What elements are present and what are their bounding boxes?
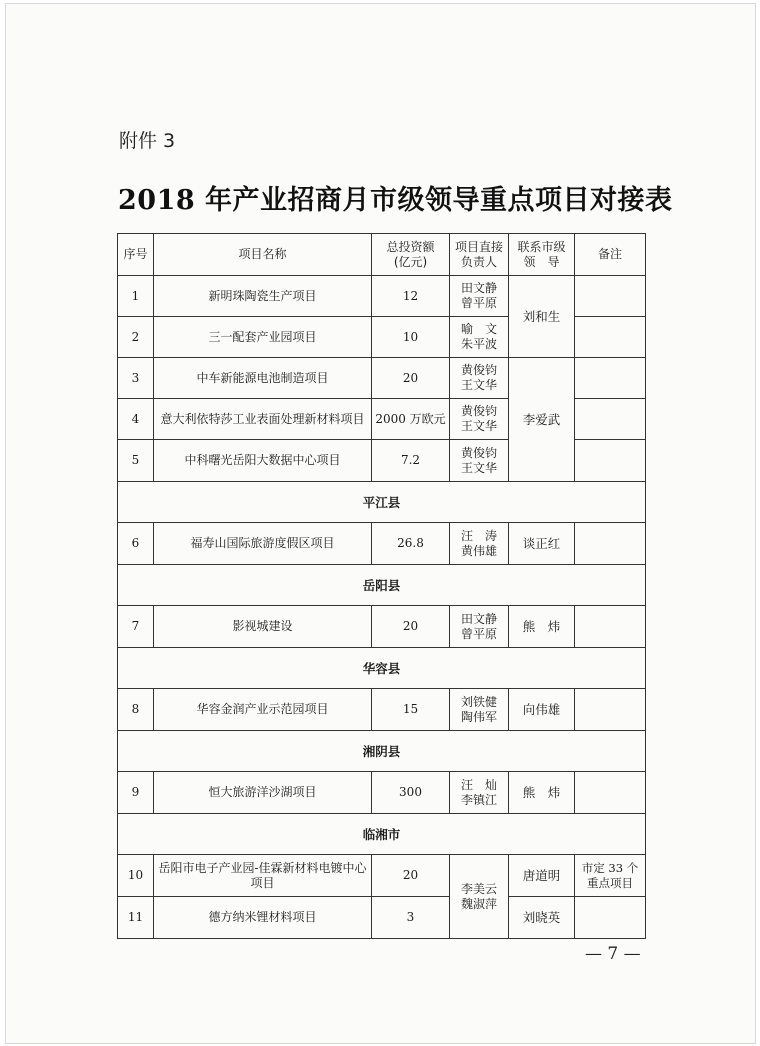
- project-manager: 喻 文 朱平波: [450, 317, 509, 358]
- city-leader: 熊 炜: [509, 772, 575, 814]
- project-name: 三一配套产业园项目: [154, 317, 372, 358]
- investment-amount: 20: [372, 606, 450, 648]
- note: [575, 606, 646, 648]
- row-index: 6: [118, 523, 154, 565]
- section-row: [118, 482, 646, 523]
- section-title: 平江县: [118, 482, 646, 523]
- row-index: 2: [118, 317, 154, 358]
- table-row: [118, 523, 646, 565]
- project-name: 华容金润产业示范园项目: [154, 689, 372, 731]
- table-row: [118, 897, 646, 939]
- investment-amount: 2000 万欧元: [372, 399, 450, 440]
- project-manager: 田文静 曾平原: [450, 276, 509, 317]
- project-name: 福寿山国际旅游度假区项目: [154, 523, 372, 565]
- investment-amount: 15: [372, 689, 450, 731]
- section-row: [118, 814, 646, 855]
- project-name: 中科曙光岳阳大数据中心项目: [154, 440, 372, 482]
- investment-amount: 3: [372, 897, 450, 939]
- row-index: 11: [118, 897, 154, 939]
- table-header-row: [118, 234, 646, 276]
- city-leader: 李爱武: [509, 358, 575, 482]
- project-name: 影视城建设: [154, 606, 372, 648]
- row-index: 8: [118, 689, 154, 731]
- project-table: [117, 233, 646, 939]
- project-name: 恒大旅游洋沙湖项目: [154, 772, 372, 814]
- header-note: 备注: [575, 234, 646, 276]
- row-index: 10: [118, 855, 154, 897]
- note: [575, 897, 646, 939]
- section-row: [118, 565, 646, 606]
- city-leader: 刘晓英: [509, 897, 575, 939]
- project-manager: 李美云 魏淑萍: [450, 855, 509, 939]
- row-index: 9: [118, 772, 154, 814]
- row-index: 4: [118, 399, 154, 440]
- note: [575, 523, 646, 565]
- investment-amount: 7.2: [372, 440, 450, 482]
- project-manager: 刘铁健 陶伟军: [450, 689, 509, 731]
- note: [575, 689, 646, 731]
- table-row: [118, 855, 646, 897]
- row-index: 1: [118, 276, 154, 317]
- section-row: [118, 731, 646, 772]
- row-index: 7: [118, 606, 154, 648]
- project-name: 中车新能源电池制造项目: [154, 358, 372, 399]
- row-index: 3: [118, 358, 154, 399]
- project-name: 新明珠陶瓷生产项目: [154, 276, 372, 317]
- section-title: 临湘市: [118, 814, 646, 855]
- page-number: — 7 —: [585, 944, 641, 964]
- investment-amount: 26.8: [372, 523, 450, 565]
- header-investment: 总投资额 (亿元): [372, 234, 450, 276]
- table-row: [118, 358, 646, 399]
- project-manager: 田文静 曾平原: [450, 606, 509, 648]
- header-index: 序号: [118, 234, 154, 276]
- table-row: [118, 606, 646, 648]
- header-name: 项目名称: [154, 234, 372, 276]
- attachment-label: 附件 3: [119, 130, 176, 152]
- city-leader: 刘和生: [509, 276, 575, 358]
- project-name: 德方纳米锂材料项目: [154, 897, 372, 939]
- header-manager: 项目直接 负责人: [450, 234, 509, 276]
- project-manager: 黄俊钧 王文华: [450, 399, 509, 440]
- table-row: [118, 276, 646, 317]
- project-manager: 黄俊钧 王文华: [450, 358, 509, 399]
- section-title: 岳阳县: [118, 565, 646, 606]
- section-title: 华容县: [118, 648, 646, 689]
- section-title: 湘阴县: [118, 731, 646, 772]
- header-leader: 联系市级 领 导: [509, 234, 575, 276]
- document-title: 2018 年产业招商月市级领导重点项目对接表: [118, 185, 673, 216]
- table-row: [118, 689, 646, 731]
- city-leader: 向伟雄: [509, 689, 575, 731]
- city-leader: 谈正红: [509, 523, 575, 565]
- note: [575, 317, 646, 358]
- project-manager: 汪 涛 黄伟雄: [450, 523, 509, 565]
- investment-amount: 20: [372, 855, 450, 897]
- note: 市定 33 个重点项目: [575, 855, 646, 897]
- investment-amount: 10: [372, 317, 450, 358]
- project-name: 意大利依特莎工业表面处理新材料项目: [154, 399, 372, 440]
- note: [575, 440, 646, 482]
- project-manager: 汪 灿 李镇江: [450, 772, 509, 814]
- investment-amount: 12: [372, 276, 450, 317]
- project-manager: 黄俊钧 王文华: [450, 440, 509, 482]
- project-name: 岳阳市电子产业园-佳霖新材料电镀中心项目: [154, 855, 372, 897]
- table-row: [118, 772, 646, 814]
- investment-amount: 300: [372, 772, 450, 814]
- note: [575, 276, 646, 317]
- note: [575, 358, 646, 399]
- row-index: 5: [118, 440, 154, 482]
- note: [575, 399, 646, 440]
- investment-amount: 20: [372, 358, 450, 399]
- section-row: [118, 648, 646, 689]
- note: [575, 772, 646, 814]
- city-leader: 唐道明: [509, 855, 575, 897]
- city-leader: 熊 炜: [509, 606, 575, 648]
